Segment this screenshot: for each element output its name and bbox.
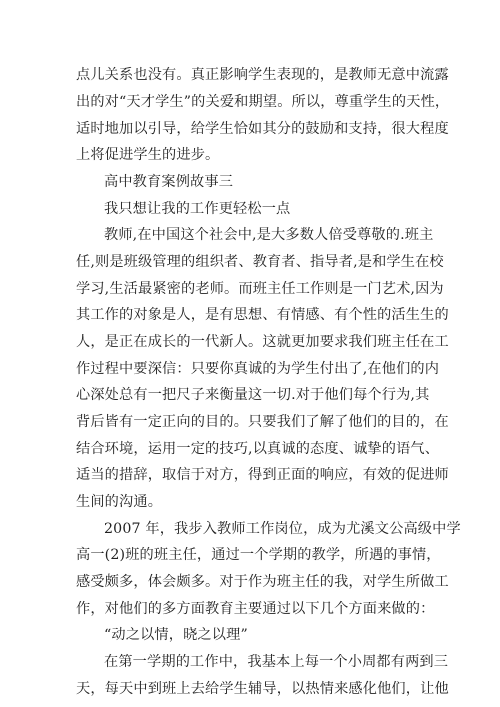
paragraph-line: 出的对“天才学生”的关爱和期望。所以，尊重学生的天性， xyxy=(76,94,450,110)
paragraph-line: 结合环境，运用一定的技巧,以真诚的态度、诚挚的语气、 xyxy=(76,441,440,457)
paragraph-line: 适当的措辞，取信于对方，得到正面的响应，有效的促进师 xyxy=(76,467,449,483)
paragraph-line: 作过程中要深信：只要你真诚的为学生付出了,在他们的内 xyxy=(76,361,440,377)
paragraph-line: 学习,生活最紧密的老师。而班主任工作则是一门艺术,因为 xyxy=(76,281,444,297)
paragraph-line: 任,则是班级管理的组织者、教育者、指导者,是和学生在校 xyxy=(76,254,444,270)
paragraph-line: 背后皆有一定正向的目的。只要我们了解了他们的目的，在 xyxy=(76,414,449,430)
paragraph-line: 高一(2)班的班主任，通过一个学期的教学，所遇的事情， xyxy=(76,547,441,563)
paragraph-line: 适时地加以引导，给学生恰如其分的鼓励和支持，很大程度 xyxy=(76,121,449,137)
paragraph-line: 2007 年，我步入教师工作岗位，成为尤溪文公高级中学 xyxy=(104,521,461,537)
paragraph-line: 心深处总有一把尺子来衡量这一切.对于他们每个行为,其 xyxy=(76,387,430,403)
paragraph-line: 其工作的对象是人，是有思想、有情感、有个性的活生生的 xyxy=(76,307,449,323)
paragraph-line: 人，是正在成长的一代新人。这就更加要求我们班主任在工 xyxy=(76,334,449,350)
section-heading: 高中教育案例故事三 xyxy=(104,174,234,190)
paragraph-line: 天，每天中到班上去给学生辅导，以热情来感化他们，让他 xyxy=(76,681,449,697)
paragraph-line: 作，对他们的多方面教育主要通过以下几个方面来做的： xyxy=(76,601,435,617)
paragraph-line: 上将促进学生的进步。 xyxy=(76,147,220,163)
story-title: 我只想让我的工作更轻松一点 xyxy=(104,201,291,217)
subheading-quote: “动之以情，晓之以理” xyxy=(104,627,248,643)
paragraph-line: 在第一学期的工作中，我基本上每一个小周都有两到三 xyxy=(104,654,449,670)
paragraph-line: 生间的沟通。 xyxy=(76,494,163,510)
paragraph-line: 感受颇多，体会颇多。对于作为班主任的我，对学生所做工 xyxy=(76,574,449,590)
paragraph-line: 教师,在中国这个社会中,是大多数人倍受尊敬的.班主 xyxy=(104,227,434,243)
paragraph-line: 点儿关系也没有。真正影响学生表现的，是教师无意中流露 xyxy=(76,67,449,83)
